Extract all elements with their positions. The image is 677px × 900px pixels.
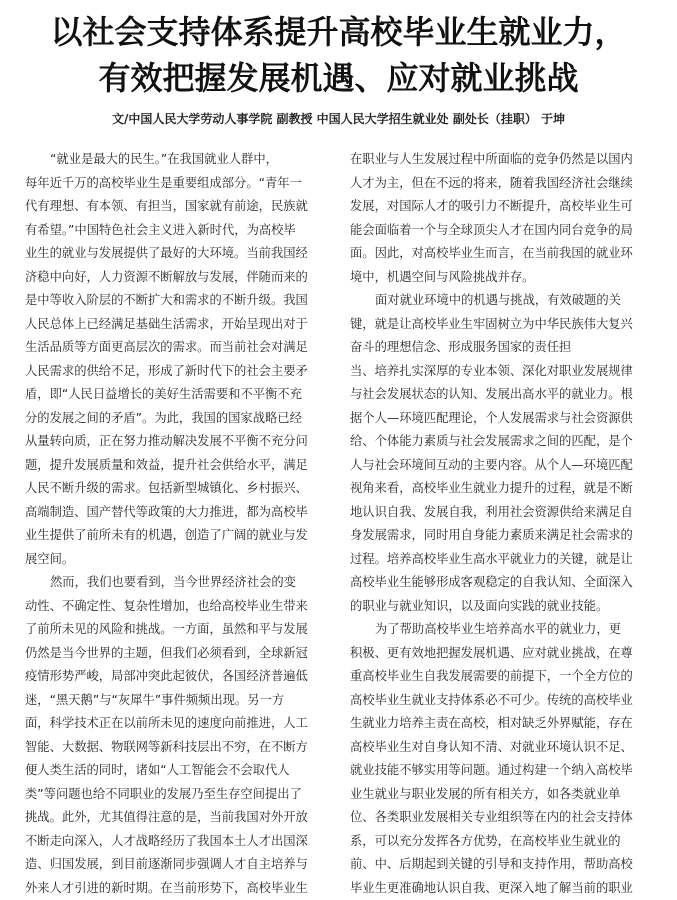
body-text-line: 业生提供了前所未有的机遇，创造了广阔的就业与发 bbox=[25, 524, 330, 548]
author-byline: 文/中国人民大学劳动人事学院 副教授 中国人民大学招生就业处 副处长（挂职） 于坤 bbox=[0, 110, 677, 128]
body-text-line: 高端制造、国产替代等政策的大力推进，都为高校毕 bbox=[25, 501, 330, 525]
body-text-line: 了前所未见的风险和挑战。一方面，虽然和平与发展 bbox=[25, 618, 330, 642]
body-text-line: 过程。培养高校毕业生高水平就业力的关键，就是让 bbox=[350, 548, 655, 572]
body-text-line: 是中等收入阶层的不断扩大和需求的不断升级。我国 bbox=[25, 289, 330, 313]
body-text-line: 境中，机遇空间与风险挑战并存。 bbox=[350, 266, 655, 290]
body-text-line: 键，就是让高校毕业生牢固树立为中华民族伟大复兴 bbox=[350, 313, 655, 337]
body-text-line: 仍然是当今世界的主题，但我们必须看到，全球新冠 bbox=[25, 642, 330, 666]
body-text-line: 据个人—环境匹配理论，个人发展需求与社会资源供 bbox=[350, 407, 655, 431]
body-text-line: 与社会发展状态的认知、发展出高水平的就业力。根 bbox=[350, 383, 655, 407]
body-text-line: 盾，即“人民日益增长的美好生活需要和不平衡不充 bbox=[25, 383, 330, 407]
body-text-line: 迷，“黑天鹅”与“灰犀牛”事件频频出现。另一方 bbox=[25, 689, 330, 713]
body-text-line: 疫情形势严峻，局部冲突此起彼伏，各国经济普遍低 bbox=[25, 665, 330, 689]
body-column-right bbox=[350, 148, 655, 900]
body-text-line: 面，科学技术正在以前所未见的速度向前推进，人工 bbox=[25, 712, 330, 736]
body-text-line: 系，可以充分发挥各方优势，在高校毕业生就业的 bbox=[350, 830, 655, 854]
body-text-line: 然而，我们也要看到，当今世界经济社会的变 bbox=[25, 571, 330, 595]
body-text-line: 生活品质等方面更高层次的需求。而当前社会对满足 bbox=[25, 336, 330, 360]
body-text-line: 代有理想、有本领、有担当，国家就有前途，民族就 bbox=[25, 195, 330, 219]
body-text-line: 有希望。”中国特色社会主义进入新时代，为高校毕 bbox=[25, 219, 330, 243]
body-text-line: 人与社会环境间互动的主要内容。从个人—环境匹配 bbox=[350, 454, 655, 478]
body-text-line: 奋斗的理想信念、形成服务国家的责任担 bbox=[350, 336, 655, 360]
body-text-line: 业生的就业与发展提供了最好的大环境。当前我国经 bbox=[25, 242, 330, 266]
body-text-line: 挑战。此外，尤其值得注意的是，当前我国对外开放 bbox=[25, 806, 330, 830]
body-text-line: 分的发展之间的矛盾”。为此，我国的国家战略已经 bbox=[25, 407, 330, 431]
body-text-line: 不断走向深入，人才战略经历了我国本土人才出国深 bbox=[25, 830, 330, 854]
body-text-line: 智能、大数据、物联网等新科技层出不穷，在不断方 bbox=[25, 736, 330, 760]
body-text-line: 人才为主，但在不远的将来，随着我国经济社会继续 bbox=[350, 172, 655, 196]
body-text-line: 位、各类职业发展相关专业组织等在内的社会支持体 bbox=[350, 806, 655, 830]
body-text-line: 业生就业与职业发展的所有相关方，如各类就业单 bbox=[350, 783, 655, 807]
body-column-left bbox=[25, 148, 330, 900]
body-text-line: 人民不断升级的需求。包括新型城镇化、乡村振兴、 bbox=[25, 477, 330, 501]
body-text-line: 高校毕业生能够形成客观稳定的自我认知、全面深入 bbox=[350, 571, 655, 595]
body-text-line: 在职业与人生发展过程中所面临的竞争仍然是以国内 bbox=[350, 148, 655, 172]
body-text-line: 地认识自我、发展自我，利用社会资源供给来满足自 bbox=[350, 501, 655, 525]
body-text-line: 动性、不确定性、复杂性增加，也给高校毕业生带来 bbox=[25, 595, 330, 619]
body-text-line: 能会面临着一个与全球顶尖人才在国内同台竞争的局 bbox=[350, 219, 655, 243]
body-text-line: 发展，对国际人才的吸引力不断提升，高校毕业生可 bbox=[350, 195, 655, 219]
body-text-line: 造、归国发展，到目前逐渐同步强调人才自主培养与 bbox=[25, 853, 330, 877]
body-text-line: 济稳中向好，人力资源不断解放与发展，伴随而来的 bbox=[25, 266, 330, 290]
body-text-line: 人民总体上已经满足基础生活需求，开始呈现出对于 bbox=[25, 313, 330, 337]
article-title-line-1: 以社会支持体系提升高校毕业生就业力， bbox=[0, 12, 677, 52]
body-text-line: 题，提升发展质量和效益，提升社会供给水平，满足 bbox=[25, 454, 330, 478]
body-text-line: 人民需求的供给不足，形成了新时代下的社会主要矛 bbox=[25, 360, 330, 384]
body-text-line: 类”等问题也给不同职业的发展乃至生存空间提出了 bbox=[25, 783, 330, 807]
body-text-line: 为了帮助高校毕业生培养高水平的就业力，更 bbox=[350, 618, 655, 642]
body-text-line: 面。因此，对高校毕业生而言，在当前我国的就业环 bbox=[350, 242, 655, 266]
body-text-line: 便人类生活的同时，诸如“人工智能会不会取代人 bbox=[25, 759, 330, 783]
body-text-line: 当、培养扎实深厚的专业本领、深化对职业发展规律 bbox=[350, 360, 655, 384]
article-title-line-2: 有效把握发展机遇、应对就业挑战 bbox=[0, 58, 677, 98]
body-text-line: 高校毕业生对自身认知不清、对就业环境认识不足、 bbox=[350, 736, 655, 760]
body-text-line: 外来人才引进的新时期。在当前形势下，高校毕业生 bbox=[25, 877, 330, 900]
body-text-line: 的职业与就业知识，以及面向实践的就业技能。 bbox=[350, 595, 655, 619]
body-text-line: 给、个体能力素质与社会发展需求之间的匹配，是个 bbox=[350, 430, 655, 454]
body-text-line: “就业是最大的民生。”在我国就业人群中， bbox=[25, 148, 330, 172]
body-text-line: 面对就业环境中的机遇与挑战，有效破题的关 bbox=[350, 289, 655, 313]
body-text-line: 积极、更有效地把握发展机遇、应对就业挑战，在尊 bbox=[350, 642, 655, 666]
body-text-line: 就业技能不够实用等问题。通过构建一个纳入高校毕 bbox=[350, 759, 655, 783]
body-text-line: 视角来看，高校毕业生就业力提升的过程，就是不断 bbox=[350, 477, 655, 501]
body-text-line: 每年近千万的高校毕业生是重要组成部分。“青年一 bbox=[25, 172, 330, 196]
body-text-line: 重高校毕业生自我发展需要的前提下，一个全方位的 bbox=[350, 665, 655, 689]
body-text-line: 前、中、后期起到关键的引导和支持作用，帮助高校 bbox=[350, 853, 655, 877]
body-text-line: 毕业生更准确地认识自我、更深入地了解当前的职业 bbox=[350, 877, 655, 900]
body-text-line: 生就业力培养主责在高校，相对缺乏外界赋能，存在 bbox=[350, 712, 655, 736]
body-text-line: 高校毕业生就业支持体系必不可少。传统的高校毕业 bbox=[350, 689, 655, 713]
body-text-line: 从量转向质，正在努力推动解决发展不平衡不充分问 bbox=[25, 430, 330, 454]
body-text-line: 展空间。 bbox=[25, 548, 330, 572]
body-text-line: 身发展需求，同时用自身能力素质来满足社会需求的 bbox=[350, 524, 655, 548]
